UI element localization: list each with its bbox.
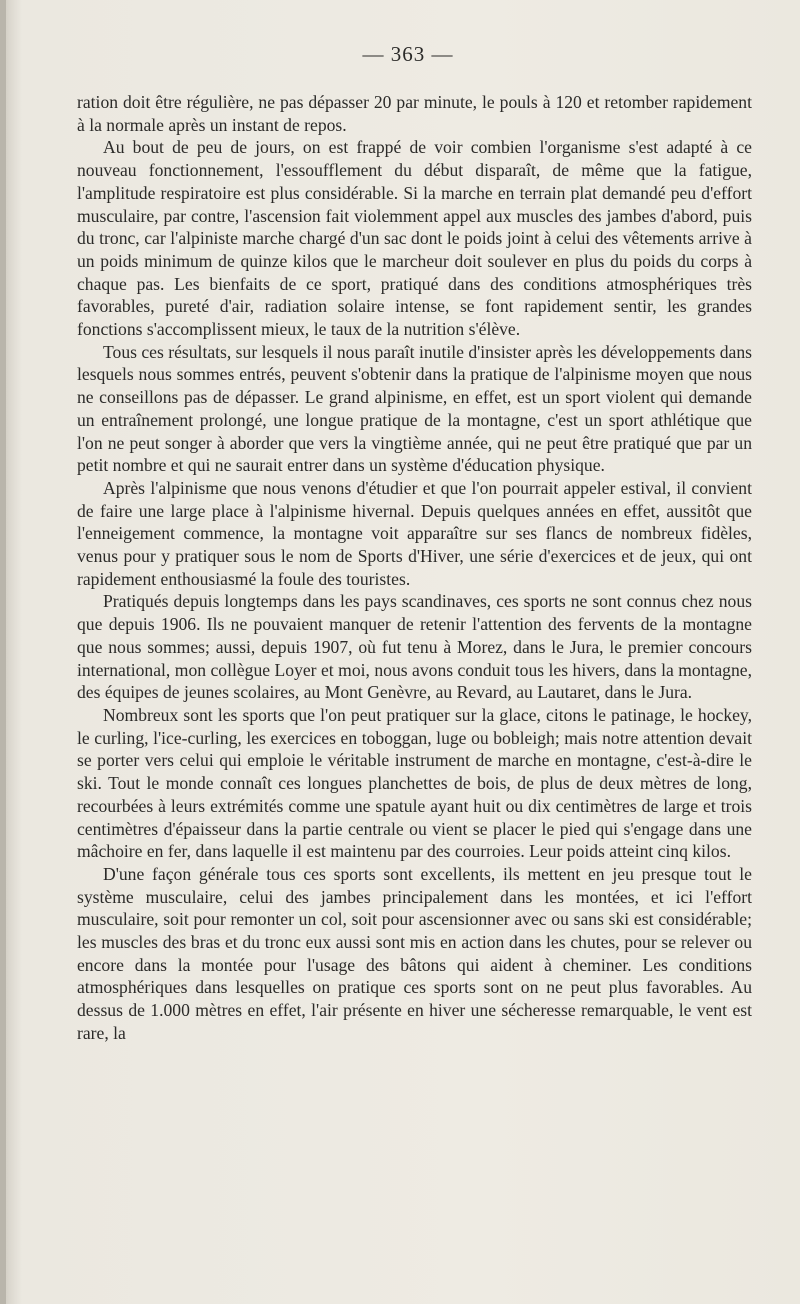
paragraph-6: Nombreux sont les sports que l'on peut pratiquer sur la glace, citons le patinage, le hockey, le curling, l'ice-curling, les exercices en toboggan, luge ou bobleigh; mais notre attention devait se porter vers celui qui emploie le véritable instrument de marche en montagne, c'est-à-dire le ski. Tout le monde connaît ces longues planchettes de bois, de plus de deux mètres de long, recourbées à leurs extrémités comme une spatule ayant huit ou dix centimètres de large et trois centimètres d'épaisseur dans la partie centrale ou vient se placer le pied qui s'engage dans une mâchoire en fer, dans laquelle il est maintenu par des courroies. Leur poids atteint cinq kilos. [77, 704, 752, 862]
page-binding-edge [0, 0, 6, 1304]
paragraph-3: Tous ces résultats, sur lesquels il nous paraît inutile d'insister après les développements dans lesquels nous sommes entrés, peuvent s'obtenir dans la pratique de l'alpinisme moyen que nous ne conseillons pas de dépasser. Le grand alpinisme, en effet, est un sport violent qui demande un entraînement prolongé, une longue pratique de la montagne, c'est un sport athlétique que l'on ne peut songer à aborder que vers la vingtième année, qui ne peut être pratiqué que par un petit nombre et qui ne saurait entrer dans un système d'éducation physique. [77, 341, 752, 476]
body-text [77, 91, 752, 1045]
paragraph-2: Au bout de peu de jours, on est frappé de voir combien l'organisme s'est adapté à ce nouveau fonctionnement, l'essoufflement du début disparaît, de même que la fatigue, l'amplitude respiratoire est plus considérable. Si la marche en terrain plat demandé peu d'effort musculaire, par contre, l'ascension fait violemment appel aux muscles des jambes d'abord, puis du tronc, car l'alpiniste marche chargé d'un sac dont le poids joint à celui des vêtements arrive à un poids minimum de quinze kilos que le marcheur doit soulever en plus du poids du corps à chaque pas. Les bienfaits de ce sport, pratiqué dans des conditions atmosphériques très favorables, pureté d'air, radiation solaire intense, se font rapidement sentir, les grandes fonctions s'accomplissent mieux, le taux de la nutrition s'élève. [77, 137, 752, 340]
paragraph-4: Après l'alpinisme que nous venons d'étudier et que l'on pourrait appeler estival, il convient de faire une large place à l'alpinisme hivernal. Depuis quelques années en effet, aussitôt que l'enneigement commence, la montagne voit apparaître sur ses flancs de nombreux fidèles, venus pour y pratiquer sous le nom de Sports d'Hiver, une série d'exercices et de jeux, qui ont rapidement enthousiasmé la foule des touristes. [77, 477, 752, 589]
paragraph-1: ration doit être régulière, ne pas dépasser 20 par minute, le pouls à 120 et retomber rapidement à la normale après un instant de repos. [77, 92, 752, 135]
paragraph-7: D'une façon générale tous ces sports sont excellents, ils mettent en jeu presque tout le système musculaire, celui des jambes principalement dans les montées, et ici l'effort musculaire, soit pour remonter un col, soit pour ascensionner avec ou sans ski est considérable; les muscles des bras et du tronc eux aussi sont mis en action dans les chutes, pour se relever ou encore dans la montée pour l'usage des bâtons qui aident à cheminer. Les conditions atmosphériques dans lesquelles on pratique ces sports sont on ne peut plus favorables. Au dessus de 1.000 mètres en effet, l'air présente en hiver une sécheresse remarquable, le vent est rare, la [77, 863, 752, 1043]
page-number: — 363 — [362, 42, 454, 66]
paragraph-5: Pratiqués depuis longtemps dans les pays scandinaves, ces sports ne sont connus chez nous que depuis 1906. Ils ne pouvaient manquer de retenir l'attention des fervents de la montagne que nous sommes; aussi, depuis 1907, où fut tenu à Morez, dans le Jura, le premier concours international, mon collègue Loyer et moi, nous avons conduit tous les hivers, dans la montagne, des équipes de jeunes scolaires, au Mont Genèvre, au Revard, au Lautaret, dans le Jura. [77, 591, 752, 703]
